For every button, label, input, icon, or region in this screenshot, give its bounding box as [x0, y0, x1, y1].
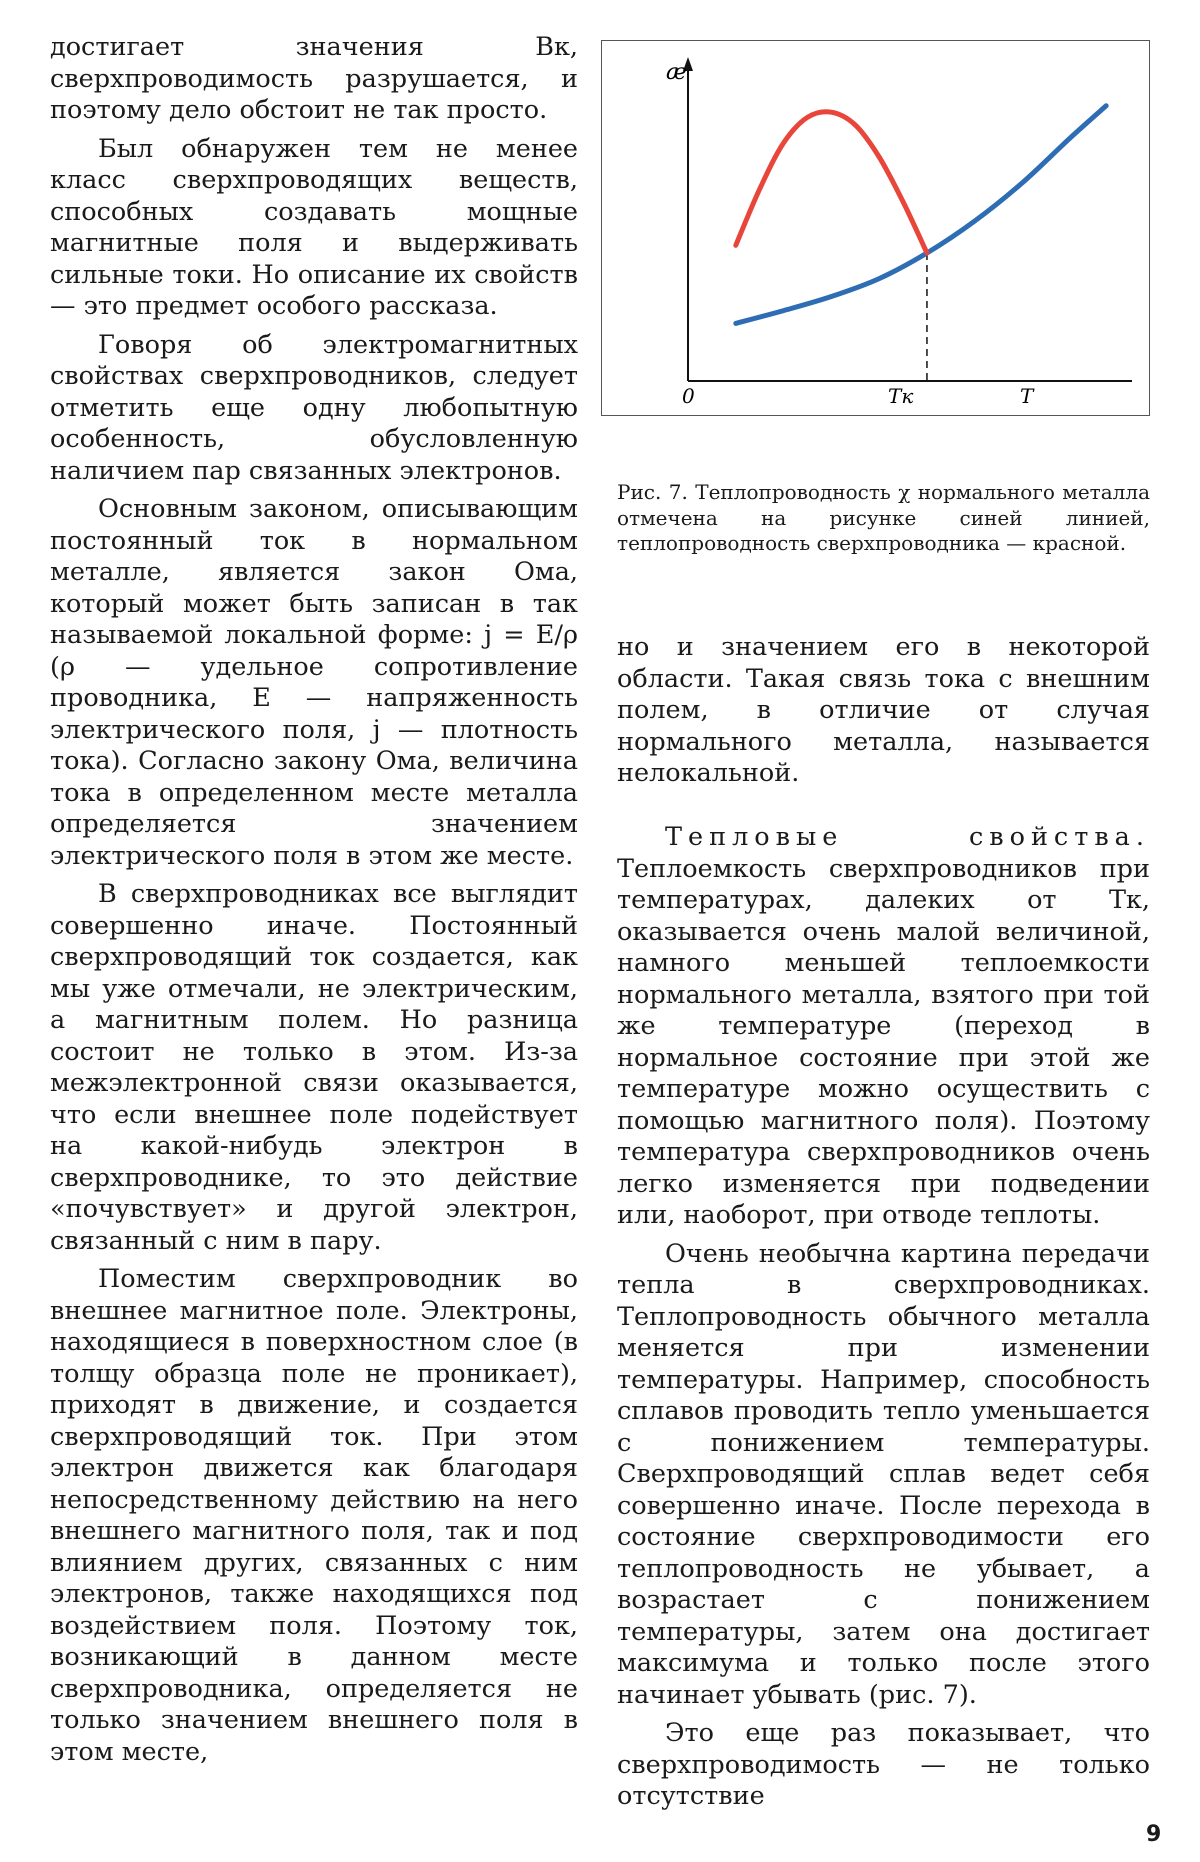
paragraph: достигает значения Bк, сверхпроводимость разрушается, и поэтому дело обстоит не так просто.: [50, 32, 578, 125]
right-text-column-top: [617, 632, 1150, 797]
tk-label: Tк: [888, 384, 914, 408]
right-text-column: [617, 822, 1150, 1820]
paragraph: В сверхпроводниках все выглядит совершенно иначе. Постоянный сверхпроводящий ток создается, как мы уже отмечали, не электрическим, а магнитным полем. Но разница состоит не только в этом. Из-за межэлектронной связи оказывается, что если внешнее поле подействует на какой-нибудь электрон в сверхпроводнике, то это действие «почувствует» и другой электрон, связанный с ним в пару.: [50, 879, 578, 1256]
paragraph: но и значением его в некоторой области. Такая связь тока с внешним полем, в отличие от случая нормального металла, называется нелокальной.: [617, 632, 1150, 788]
paragraph: Это еще раз показывает, что сверхпроводимость — не только отсутствие: [617, 1718, 1150, 1811]
y-axis-label: æ: [666, 60, 687, 85]
paragraph-text: Теплоемкость сверхпроводников при температурах, далеких от Tк, оказывается очень малой величиной, намного меньшей теплоемкости нормального металла, взятого при той же температуре (переход в нормальное состояние при этой же температуре можно осуществить с помощью магнитного поля). Поэтому температура сверхпроводников очень легко изменяется при подведении или, наоборот, при отводе теплоты.: [617, 853, 1150, 1230]
paragraph: Основным законом, описывающим постоянный ток в нормальном металле, является закон Ома, который может быть записан в так называемой локальной форме: j = E/ρ (ρ — удельное сопротивление проводника, E — напряженность электрического поля, j — плотность тока). Согласно закону Ома, величина тока в определенном месте металла определяется значением электрического поля в этом же месте.: [50, 494, 578, 871]
superconductor-line: [736, 112, 927, 253]
x-axis-label: T: [1020, 384, 1034, 408]
section-heading: Тепловые свойства.: [665, 822, 1150, 852]
figure-7: [601, 40, 1150, 416]
paragraph: Был обнаружен тем не менее класс сверхпроводящих веществ, способных создавать мощные магнитные поля и выдерживать сильные токи. Но описание их свойств — это предмет особого рассказа.: [50, 133, 578, 321]
paragraph: Очень необычна картина передачи тепла в сверхпроводниках. Теплопроводность обычного металла меняется при изменении температуры. Например, способность сплавов проводить тепло уменьшается с понижением температуры. Сверхпроводящий сплав ведет себя совершенно иначе. После перехода в состояние сверхпроводимости его теплопроводность не убывает, а возрастает с понижением температуры, затем она достигает максимума и только после этого начинает убывать (рис. 7).: [617, 1238, 1150, 1710]
figure-caption: Рис. 7. Теплопроводность χ нормального металла отмечена на рисунке синей линией, теплопроводность сверхпроводника — красной.: [617, 480, 1150, 555]
paragraph: [617, 822, 1150, 1232]
thermal-conductivity-chart: [602, 41, 1151, 417]
origin-label: 0: [682, 384, 695, 408]
normal-metal-line: [736, 106, 1106, 324]
paragraph: Поместим сверхпроводник во внешнее магнитное поле. Электроны, находящиеся в поверхностном слое (в толщу образца поле не проникает), приходят в движение, и создается сверхпроводящий ток. При этом электрон движется как благодаря непосредственному действию на него внешнего магнитного поля, так и под влиянием других, связанных с ним электронов, также находящихся под воздействием поля. Поэтому ток, возникающий в данном месте сверхпроводника, определяется не только значением внешнего поля в этом месте,: [50, 1264, 578, 1767]
paragraph: Говоря об электромагнитных свойствах сверхпроводников, следует отметить еще одну любопытную особенность, обусловленную наличием пар связанных электронов.: [50, 329, 578, 486]
left-text-column: [50, 32, 578, 1775]
page-number: 9: [1146, 1822, 1162, 1847]
